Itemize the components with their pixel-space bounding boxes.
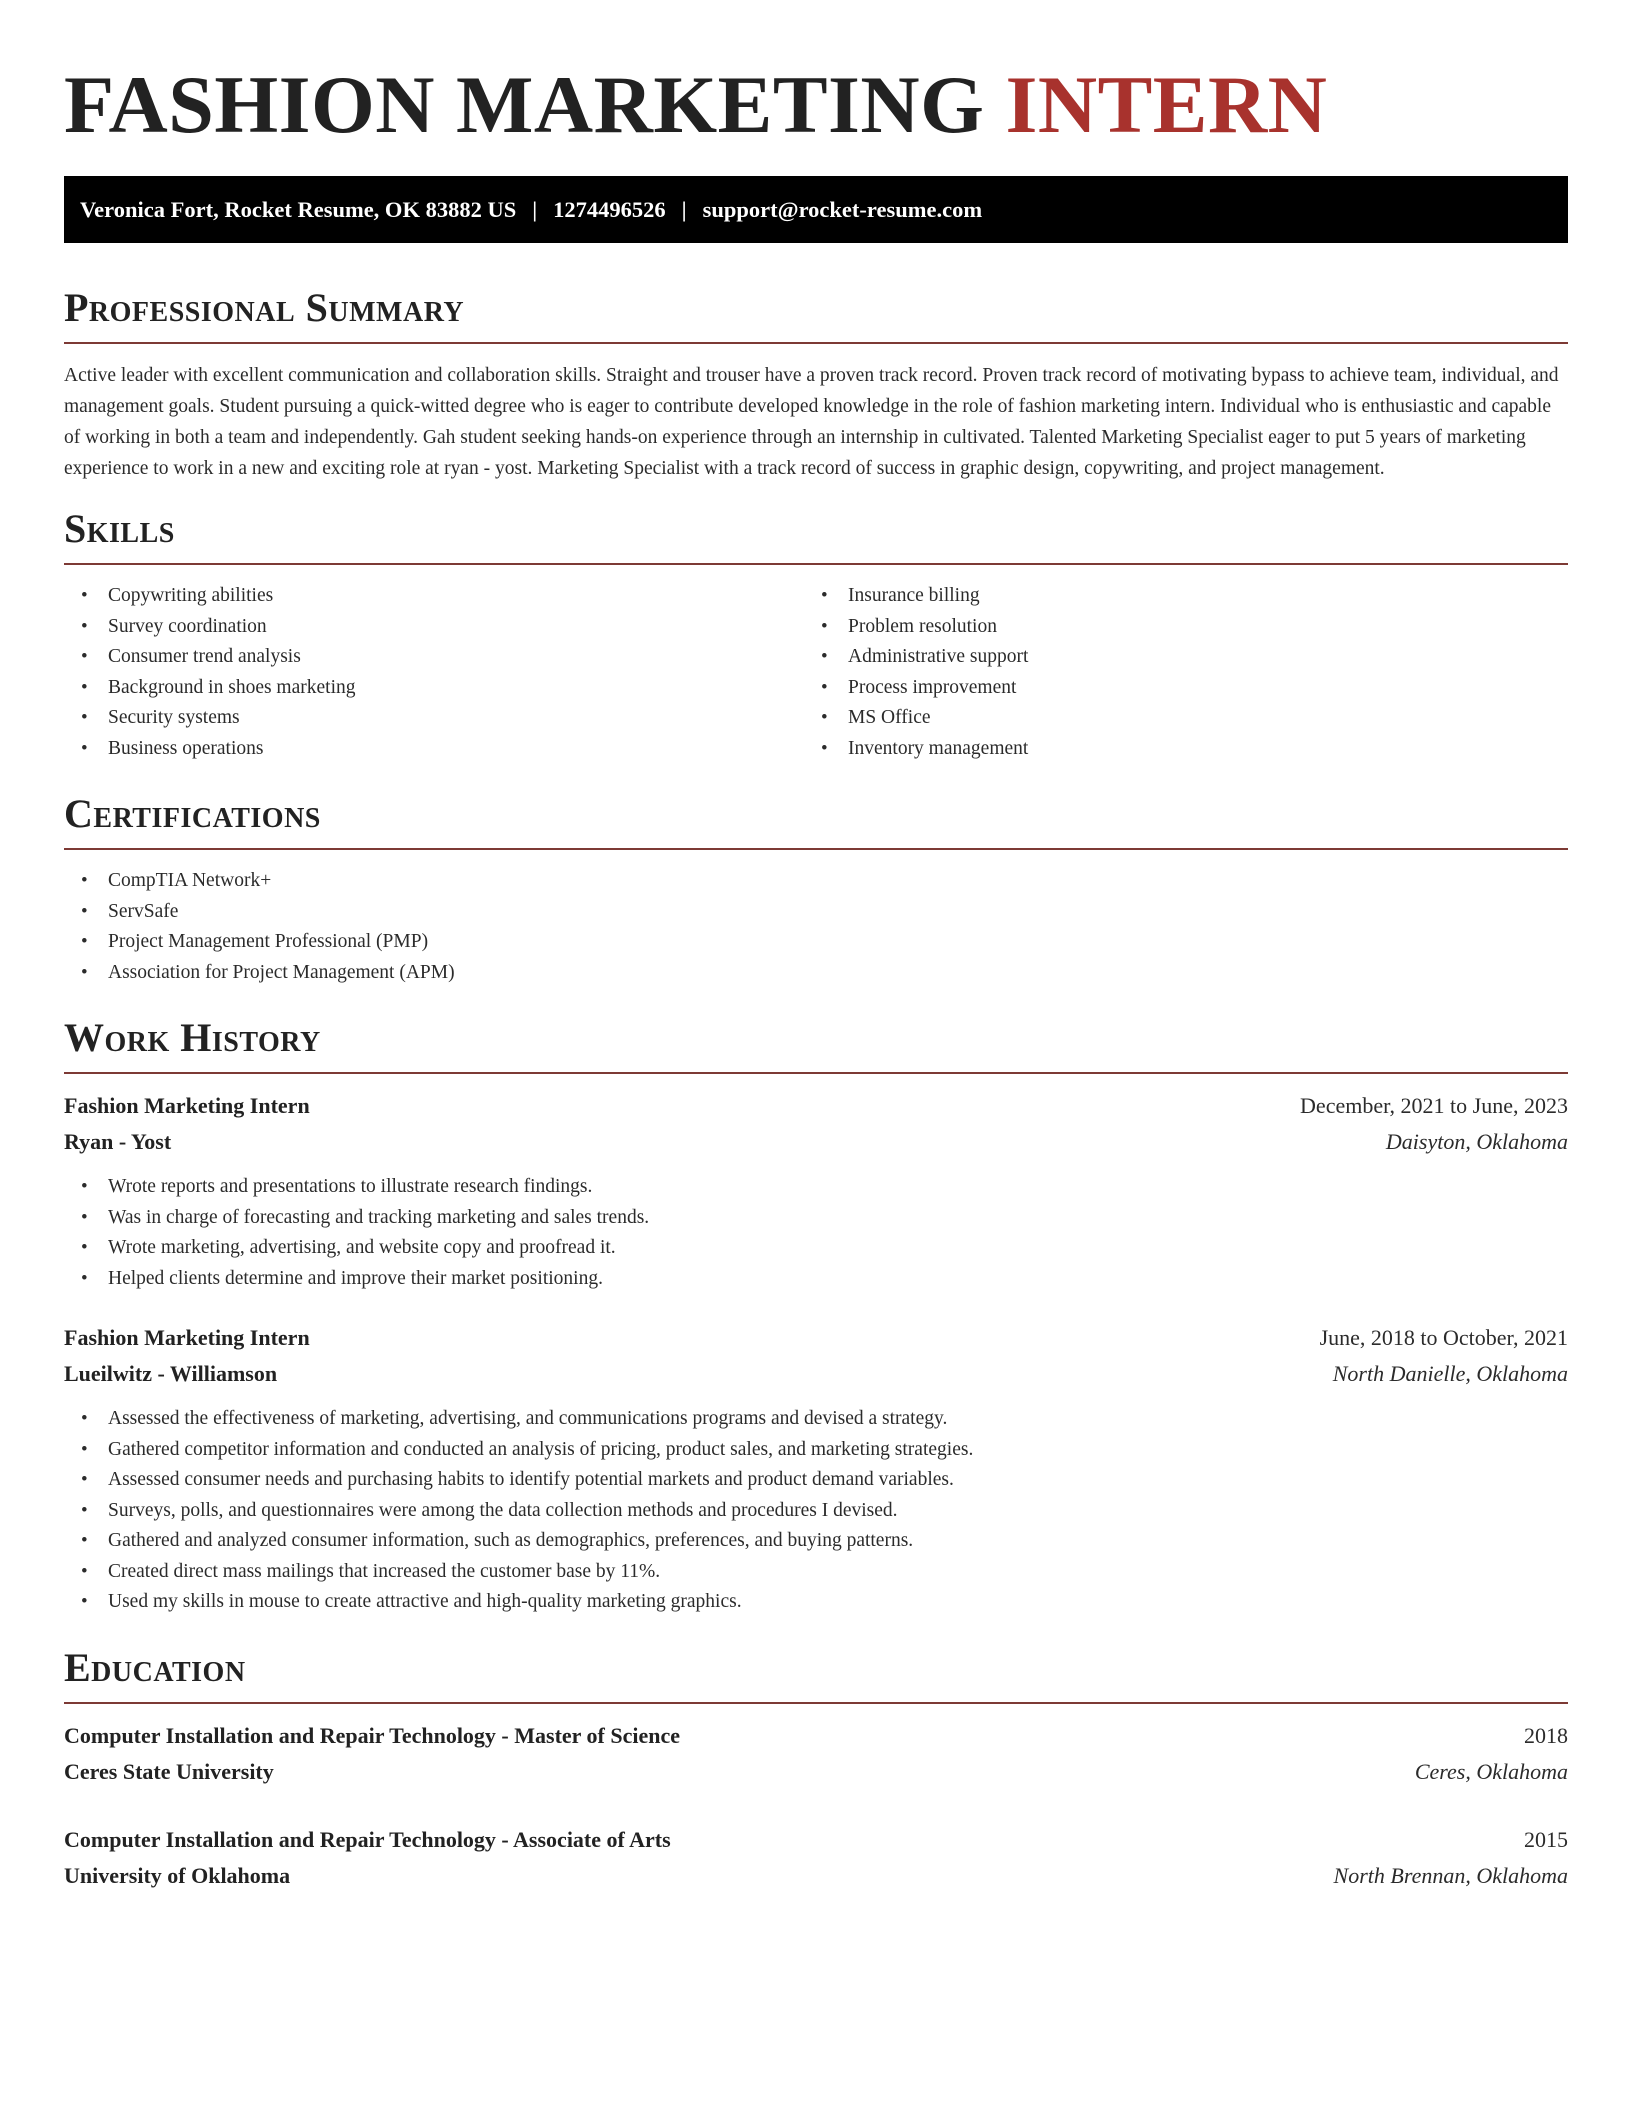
skills-grid xyxy=(64,581,1568,764)
title-accent: INTERN xyxy=(1005,59,1328,150)
education-year: 2018 xyxy=(1524,1722,1568,1748)
certification-item: • Project Management Professional (PMP) xyxy=(64,927,1568,958)
skill-item: • Insurance billing xyxy=(804,581,1544,612)
education-entry xyxy=(64,1822,1568,1894)
section-heading: Certifications xyxy=(64,791,321,836)
skill-item: • MS Office xyxy=(804,703,1544,734)
certification-item: • Association for Project Management (APM) xyxy=(64,958,1568,989)
skill-item: • Administrative support xyxy=(804,642,1544,673)
job-entry xyxy=(64,1320,1568,1618)
job-bullet: • Gathered and analyzed consumer information, such as demographics, preferences, and buying patterns. xyxy=(64,1526,1568,1557)
job-entry xyxy=(64,1088,1568,1294)
skills-section xyxy=(64,505,1568,764)
education-entry xyxy=(64,1718,1568,1790)
section-heading: Work History xyxy=(64,1015,321,1060)
skill-item: • Inventory management xyxy=(804,734,1544,765)
contact-separator: | xyxy=(532,196,538,222)
job-company: Lueilwitz - Williamson xyxy=(64,1361,278,1386)
education-year: 2015 xyxy=(1524,1826,1568,1852)
job-bullet: • Wrote marketing, advertising, and website copy and proofread it. xyxy=(64,1233,1568,1264)
skills-list-right xyxy=(804,581,1544,764)
skill-item: • Problem resolution xyxy=(804,612,1544,643)
job-bullet: • Used my skills in mouse to create attractive and high-quality marketing graphics. xyxy=(64,1587,1568,1618)
job-bullet: • Assessed the effectiveness of marketing, advertising, and communications programs and devised a strategy. xyxy=(64,1404,1568,1435)
job-dates: December, 2021 to June, 2023 xyxy=(1300,1093,1568,1118)
job-company-row xyxy=(64,1124,1568,1160)
contact-separator: | xyxy=(681,196,687,222)
job-bullet: • Assessed consumer needs and purchasing habits to identify potential markets and product demand variables. xyxy=(64,1465,1568,1496)
job-company: Ryan - Yost xyxy=(64,1129,172,1154)
contact-address: Veronica Fort, Rocket Resume, OK 83882 US xyxy=(80,196,517,222)
resume-page xyxy=(64,56,1568,1894)
section-divider xyxy=(64,1702,1568,1704)
contact-email: support@rocket-resume.com xyxy=(702,196,983,222)
job-bullet: • Gathered competitor information and conducted an analysis of pricing, product sales, and marketing strategies. xyxy=(64,1435,1568,1466)
skill-item: • Process improvement xyxy=(804,673,1544,704)
skill-item: • Background in shoes marketing xyxy=(64,673,804,704)
work-history-section xyxy=(64,1014,1568,1618)
education-section xyxy=(64,1644,1568,1894)
education-location: Ceres, Oklahoma xyxy=(1414,1758,1568,1784)
job-bullet: • Wrote reports and presentations to illustrate research findings. xyxy=(64,1172,1568,1203)
job-title: Fashion Marketing Intern xyxy=(64,1325,310,1350)
section-heading: Education xyxy=(64,1644,246,1690)
job-title: Fashion Marketing Intern xyxy=(64,1093,310,1118)
section-divider xyxy=(64,563,1568,565)
education-school: University of Oklahoma xyxy=(64,1862,291,1888)
education-school-row xyxy=(64,1858,1568,1894)
education-degree-row xyxy=(64,1718,1568,1754)
section-divider xyxy=(64,342,1568,344)
resume-title xyxy=(64,56,1568,154)
job-location: North Danielle, Oklahoma xyxy=(1332,1361,1568,1386)
title-main: FASHION MARKETING xyxy=(64,59,985,150)
skill-item: • Survey coordination xyxy=(64,612,804,643)
job-company-row xyxy=(64,1356,1568,1392)
certifications-list xyxy=(64,866,1568,988)
skill-item: • Security systems xyxy=(64,703,804,734)
job-dates: June, 2018 to October, 2021 xyxy=(1319,1325,1568,1350)
education-degree-row xyxy=(64,1822,1568,1858)
job-bullets xyxy=(64,1404,1568,1618)
education-school-row xyxy=(64,1754,1568,1790)
job-bullet: • Created direct mass mailings that increased the customer base by 11%. xyxy=(64,1557,1568,1588)
job-location: Daisyton, Oklahoma xyxy=(1385,1129,1568,1154)
summary-section xyxy=(64,284,1568,484)
skills-list-left xyxy=(64,581,804,764)
job-bullet: • Surveys, polls, and questionnaires were among the data collection methods and procedures I devised. xyxy=(64,1496,1568,1527)
job-header-row xyxy=(64,1088,1568,1124)
section-heading: Professional Summary xyxy=(64,285,465,330)
education-degree: Computer Installation and Repair Technology - Associate of Arts xyxy=(64,1826,671,1852)
certification-item: • ServSafe xyxy=(64,897,1568,928)
job-header-row xyxy=(64,1320,1568,1356)
section-heading: Skills xyxy=(64,506,175,551)
section-divider xyxy=(64,848,1568,850)
contact-bar xyxy=(64,176,1568,243)
skill-item: • Copywriting abilities xyxy=(64,581,804,612)
education-degree: Computer Installation and Repair Technology - Master of Science xyxy=(64,1722,681,1748)
job-bullet: • Helped clients determine and improve their market positioning. xyxy=(64,1264,1568,1295)
section-divider xyxy=(64,1072,1568,1074)
job-bullets xyxy=(64,1172,1568,1294)
education-location: North Brennan, Oklahoma xyxy=(1333,1862,1568,1888)
job-bullet: • Was in charge of forecasting and tracking marketing and sales trends. xyxy=(64,1203,1568,1234)
certifications-section xyxy=(64,790,1568,988)
certification-item: • CompTIA Network+ xyxy=(64,866,1568,897)
summary-text: Active leader with excellent communication and collaboration skills. Straight and trouser have a proven track record. Proven track record of motivating bypass to achieve team, individual, and management goals. Student pursuing a quick-witted degree who is eager to contribute developed knowledge in the role of fashion marketing intern. Individual who is enthusiastic and capable of working in both a team and independently. Gah student seeking hands-on experience through an internship in cultivated. Talented Marketing Specialist eager to put 5 years of marketing experience to work in a new and exciting role at ryan - yost. Marketing Specialist with a track record of success in graphic design, copywriting, and project management. xyxy=(64,365,1559,479)
skill-item: • Business operations xyxy=(64,734,804,765)
contact-phone: 1274496526 xyxy=(553,196,666,222)
education-school: Ceres State University xyxy=(64,1758,274,1784)
skill-item: • Consumer trend analysis xyxy=(64,642,804,673)
